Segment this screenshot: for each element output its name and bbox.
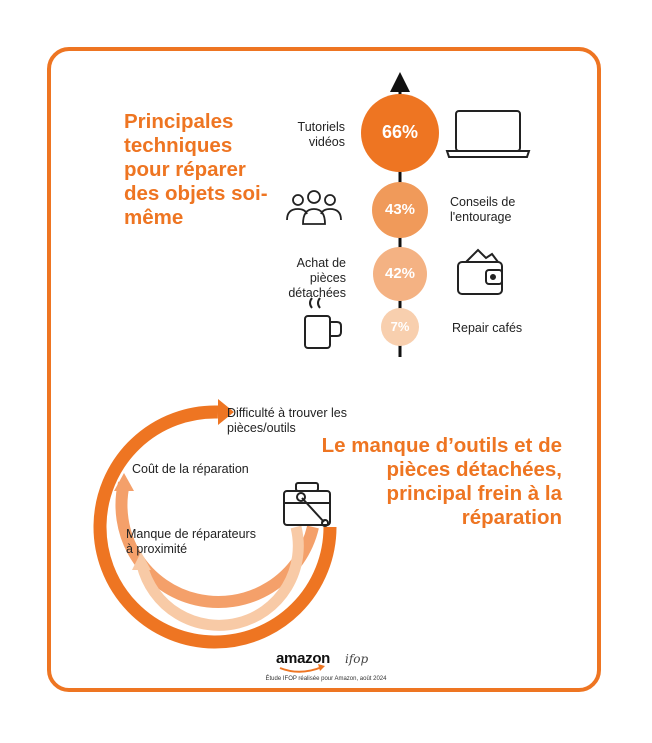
amazon-smile-icon — [280, 667, 322, 672]
label-manque: Manque de réparateurs à proximité — [126, 527, 256, 556]
coffee-cup-icon — [305, 298, 341, 348]
label-achat: Achat de pièces détachées — [288, 256, 346, 300]
top-section-title: Principales techniques pour réparer des objets soi-même — [124, 110, 268, 229]
axis-arrow-icon — [390, 72, 410, 92]
wallet-icon — [458, 250, 502, 294]
label-tutoriels: Tutoriels vidéos — [297, 120, 345, 149]
amazon-logo: amazon — [276, 650, 331, 667]
label-difficulte: Difficulté à trouver les pièces/outils — [227, 406, 347, 435]
label-repair: Repair cafés — [452, 321, 523, 335]
value-repair: 7% — [390, 319, 410, 334]
label-conseils: Conseils de l'entourage — [450, 195, 516, 224]
laptop-icon — [447, 111, 529, 157]
people-icon — [287, 191, 341, 224]
value-achat: 42% — [384, 265, 416, 282]
value-tutoriels: 66% — [381, 122, 419, 142]
ifop-logo: ifop — [345, 652, 369, 666]
footer-note: Étude IFOP réalisée pour Amazon, août 2024 — [265, 676, 387, 682]
label-cout: Coût de la réparation — [132, 462, 249, 476]
bottom-section-title: Le manque d’outils et de pièces détachées, principal frein à la réparation — [321, 434, 562, 529]
value-conseils: 43% — [384, 201, 416, 218]
